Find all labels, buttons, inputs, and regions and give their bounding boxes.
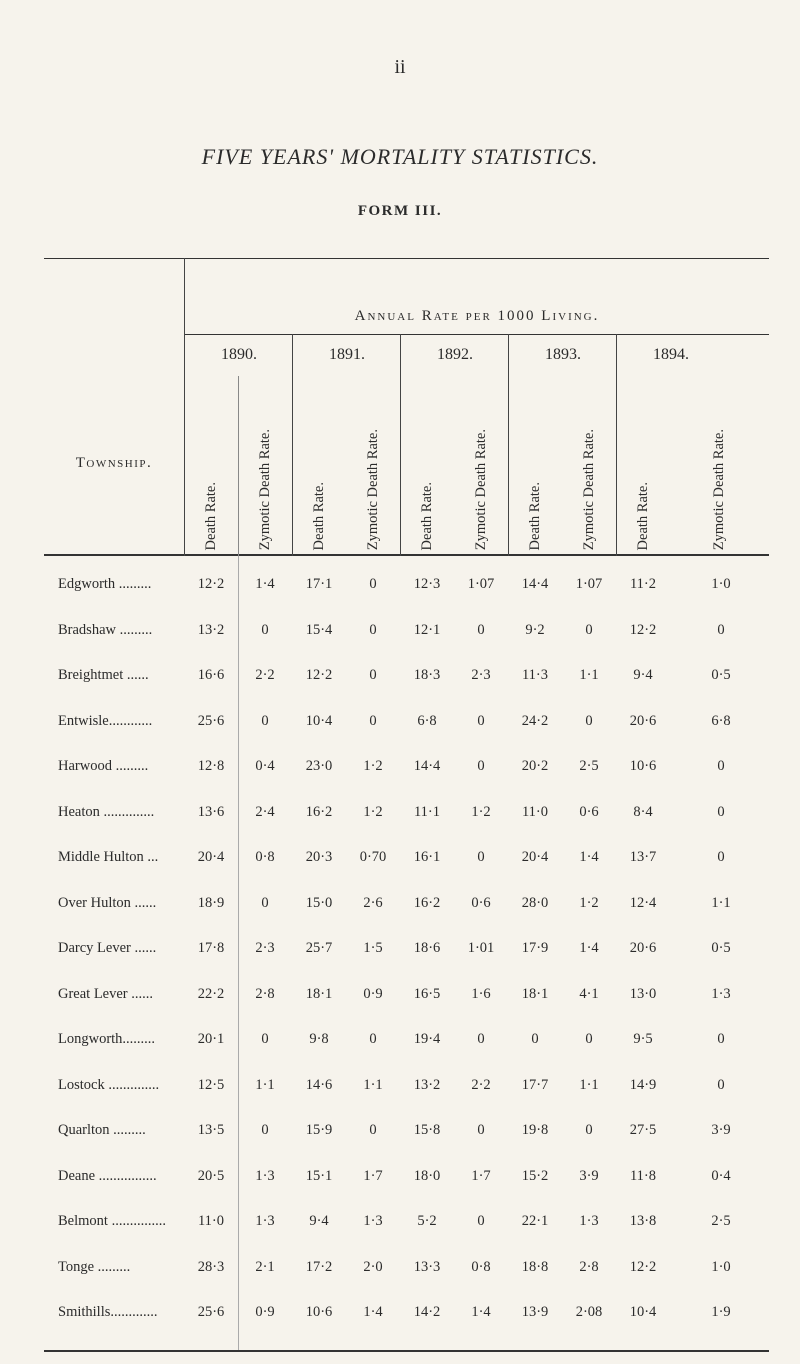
rule-bottom	[44, 1350, 769, 1352]
zymotic-rate-cell: 0	[369, 576, 377, 592]
zymotic-rate-cell: 0·9	[255, 1304, 275, 1320]
death-rate-cell: 12·3	[413, 576, 441, 592]
death-rate-cell: 20·4	[197, 849, 225, 865]
death-rate-cell: 16·1	[413, 849, 441, 865]
death-rate-cell: 9·2	[525, 621, 545, 638]
death-rate-cell: 12·1	[413, 621, 441, 638]
zymotic-rate-cell: 2·08	[575, 1304, 603, 1320]
death-rate-cell: 15·2	[521, 1167, 549, 1184]
death-rate-cell: 22·2	[197, 985, 225, 1002]
death-rate-cell: 24·2	[521, 712, 549, 729]
zymotic-rate-cell: 0	[261, 712, 269, 729]
township-name: Darcy Lever ......	[58, 940, 157, 956]
zymotic-rate-cell: 1·4	[579, 940, 599, 956]
zymotic-rate-cell: 0	[585, 712, 593, 729]
zymotic-rate-cell: 0	[261, 1122, 269, 1138]
zymotic-rate-cell: 3·9	[711, 1122, 731, 1138]
death-rate-cell: 25·6	[197, 1304, 225, 1320]
township-name: Bradshaw .........	[58, 621, 153, 638]
death-rate-cell: 20·6	[629, 712, 657, 729]
year-1890: 1890.	[221, 346, 257, 363]
death-rate-cell: 20·3	[305, 849, 333, 865]
death-rate-cell: 11·2	[629, 576, 657, 592]
header-zymotic-rate-1891: Zymotic Death Rate.	[364, 428, 381, 550]
zymotic-rate-cell: 2·4	[255, 803, 275, 820]
death-rate-cell: 17·7	[521, 1076, 549, 1093]
zymotic-rate-cell: 0	[369, 712, 377, 729]
death-rate-cell: 14·9	[629, 1076, 657, 1093]
death-rate-cell: 12·8	[197, 758, 225, 774]
death-rate-cell: 14·4	[521, 576, 549, 592]
zymotic-rate-cell: 0·4	[255, 758, 275, 774]
township-name: Heaton ..............	[58, 803, 155, 820]
zymotic-rate-cell: 2·8	[255, 985, 275, 1002]
death-rate-cell: 25·6	[197, 712, 225, 729]
death-rate-cell: 18·8	[521, 1258, 549, 1275]
death-rate-cell: 11·0	[521, 803, 549, 820]
township-name: Tonge .........	[58, 1258, 131, 1275]
zymotic-rate-cell: 1·0	[711, 576, 731, 592]
zymotic-rate-cell: 1·3	[255, 1167, 275, 1184]
zymotic-rate-cell: 2·8	[579, 1258, 599, 1275]
zymotic-rate-cell: 0·9	[363, 985, 383, 1002]
table-row	[44, 667, 769, 695]
death-rate-cell: 18·1	[305, 985, 333, 1002]
header-zymotic-rate-1892: Zymotic Death Rate.	[472, 428, 489, 550]
death-rate-cell: 17·1	[305, 576, 333, 592]
death-rate-cell: 15·0	[305, 894, 333, 911]
zymotic-rate-cell: 0	[369, 1031, 377, 1047]
rule-super	[184, 334, 769, 335]
zymotic-rate-cell: 1·3	[255, 1213, 275, 1229]
death-rate-cell: 16·6	[197, 667, 225, 683]
year-1893: 1893.	[545, 346, 581, 363]
death-rate-cell: 0	[531, 1031, 539, 1047]
death-rate-cell: 18·0	[413, 1167, 441, 1184]
death-rate-cell: 16·2	[305, 803, 333, 820]
zymotic-rate-cell: 1·4	[255, 576, 275, 592]
zymotic-rate-cell: 1·1	[363, 1076, 383, 1093]
header-death-rate-1893: Death Rate.	[526, 481, 543, 550]
table-row	[44, 622, 769, 650]
zymotic-rate-cell: 0	[717, 849, 725, 865]
death-rate-cell: 9·5	[633, 1031, 653, 1047]
zymotic-rate-cell: 1·1	[579, 667, 599, 683]
header-death-rate-1894: Death Rate.	[634, 481, 651, 550]
table-row	[44, 895, 769, 923]
death-rate-cell: 20·4	[521, 849, 549, 865]
zymotic-rate-cell: 1·9	[711, 1304, 731, 1320]
zymotic-rate-cell: 0·4	[711, 1167, 731, 1184]
death-rate-cell: 13·2	[197, 621, 225, 638]
zymotic-rate-cell: 0	[717, 1076, 725, 1093]
zymotic-rate-cell: 0·8	[471, 1258, 491, 1275]
zymotic-rate-cell: 2·5	[579, 758, 599, 774]
death-rate-cell: 13·5	[197, 1122, 225, 1138]
rule-top	[44, 258, 769, 259]
zymotic-rate-cell: 0·6	[579, 803, 599, 820]
township-name: Over Hulton ......	[58, 894, 157, 911]
death-rate-cell: 11·0	[197, 1213, 225, 1229]
death-rate-cell: 28·3	[197, 1258, 225, 1275]
zymotic-rate-cell: 1·3	[579, 1213, 599, 1229]
death-rate-cell: 18·9	[197, 894, 225, 911]
page-title: FIVE YEARS' MORTALITY STATISTICS.	[201, 144, 599, 169]
table-row	[44, 1077, 769, 1105]
death-rate-cell: 12·2	[197, 576, 225, 592]
zymotic-rate-cell: 0	[477, 712, 485, 729]
death-rate-cell: 15·8	[413, 1122, 441, 1138]
death-rate-cell: 13·3	[413, 1258, 441, 1275]
death-rate-cell: 20·2	[521, 758, 549, 774]
township-name: Longworth.........	[58, 1031, 156, 1047]
zymotic-rate-cell: 6·8	[711, 712, 731, 729]
rule-header-bottom	[44, 554, 769, 556]
zymotic-rate-cell: 1·1	[711, 894, 731, 911]
death-rate-cell: 11·3	[521, 667, 549, 683]
zymotic-rate-cell: 4·1	[579, 985, 599, 1002]
zymotic-rate-cell: 0	[717, 803, 725, 820]
zymotic-rate-cell: 0	[261, 1031, 269, 1047]
death-rate-cell: 19·4	[413, 1031, 441, 1047]
death-rate-cell: 10·6	[629, 758, 657, 774]
zymotic-rate-cell: 1·2	[471, 803, 491, 820]
death-rate-cell: 14·4	[413, 758, 441, 774]
death-rate-cell: 17·8	[197, 940, 225, 956]
year-1891: 1891.	[329, 346, 365, 363]
zymotic-rate-cell: 1·2	[363, 803, 383, 820]
form-label: FORM III.	[357, 203, 443, 219]
death-rate-cell: 12·5	[197, 1076, 225, 1093]
death-rate-cell: 25·7	[305, 940, 333, 956]
death-rate-cell: 18·1	[521, 985, 549, 1002]
zymotic-rate-cell: 1·01	[467, 940, 495, 956]
zymotic-rate-cell: 1·1	[579, 1076, 599, 1093]
zymotic-rate-cell: 0	[477, 1213, 485, 1229]
zymotic-rate-cell: 1·1	[255, 1076, 275, 1093]
zymotic-rate-cell: 2·6	[363, 894, 383, 911]
zymotic-rate-cell: 0	[261, 621, 269, 638]
table-row	[44, 849, 769, 877]
township-name: Entwisle............	[58, 712, 153, 729]
zymotic-rate-cell: 1·4	[363, 1304, 383, 1320]
zymotic-rate-cell: 0	[717, 1031, 725, 1047]
header-death-rate-1892: Death Rate.	[418, 481, 435, 550]
zymotic-rate-cell: 0·70	[359, 849, 387, 865]
zymotic-rate-cell: 0	[369, 621, 377, 638]
year-1894: 1894.	[653, 346, 689, 363]
zymotic-rate-cell: 1·2	[579, 894, 599, 911]
death-rate-cell: 20·1	[197, 1031, 225, 1047]
death-rate-cell: 9·4	[633, 667, 653, 683]
zymotic-rate-cell: 1·07	[575, 576, 603, 592]
death-rate-cell: 9·8	[309, 1031, 329, 1047]
zymotic-rate-cell: 1·0	[711, 1258, 731, 1275]
header-zymotic-rate-1890: Zymotic Death Rate.	[256, 428, 273, 550]
death-rate-cell: 5·2	[417, 1213, 437, 1229]
zymotic-rate-cell: 0	[261, 894, 269, 911]
death-rate-cell: 6·8	[417, 712, 437, 729]
table-row	[44, 1031, 769, 1059]
zymotic-rate-cell: 0	[477, 758, 485, 774]
death-rate-cell: 27·5	[629, 1122, 657, 1138]
header-death-rate-1890: Death Rate.	[202, 481, 219, 550]
death-rate-cell: 13·7	[629, 849, 657, 865]
death-rate-cell: 15·1	[305, 1167, 333, 1184]
death-rate-cell: 13·2	[413, 1076, 441, 1093]
death-rate-cell: 10·4	[629, 1304, 657, 1320]
zymotic-rate-cell: 1·3	[711, 985, 731, 1002]
township-name: Edgworth .........	[58, 576, 152, 592]
zymotic-rate-cell: 0·5	[711, 940, 731, 956]
township-name: Lostock ..............	[58, 1076, 160, 1093]
header-death-rate-1891: Death Rate.	[310, 481, 327, 550]
table-row	[44, 576, 769, 604]
zymotic-rate-cell: 2·2	[471, 1076, 491, 1093]
table-row	[44, 1213, 769, 1241]
death-rate-cell: 20·5	[197, 1167, 225, 1184]
death-rate-cell: 11·8	[629, 1167, 657, 1184]
township-name: Belmont ...............	[58, 1213, 166, 1229]
zymotic-rate-cell: 2·1	[255, 1258, 275, 1275]
death-rate-cell: 12·4	[629, 894, 657, 911]
zymotic-rate-cell: 2·3	[471, 667, 491, 683]
zymotic-rate-cell: 2·0	[363, 1258, 383, 1275]
table-row	[44, 758, 769, 786]
death-rate-cell: 19·8	[521, 1122, 549, 1138]
township-name: Quarlton .........	[58, 1122, 146, 1138]
table-row	[44, 1259, 769, 1287]
zymotic-rate-cell: 0	[585, 621, 593, 638]
death-rate-cell: 15·4	[305, 621, 333, 638]
township-name: Middle Hulton ...	[58, 849, 159, 865]
death-rate-cell: 13·0	[629, 985, 657, 1002]
year-1892: 1892.	[437, 346, 473, 363]
township-name: Deane ................	[58, 1167, 157, 1184]
death-rate-cell: 14·6	[305, 1076, 333, 1093]
zymotic-rate-cell: 2·3	[255, 940, 275, 956]
zymotic-rate-cell: 0	[717, 758, 725, 774]
zymotic-rate-cell: 0	[477, 1122, 485, 1138]
zymotic-rate-cell: 0	[369, 1122, 377, 1138]
death-rate-cell: 20·6	[629, 940, 657, 956]
death-rate-cell: 12·2	[305, 667, 333, 683]
zymotic-rate-cell: 0	[585, 1031, 593, 1047]
zymotic-rate-cell: 0	[585, 1122, 593, 1138]
table-row	[44, 1304, 769, 1332]
death-rate-cell: 8·4	[633, 803, 653, 820]
death-rate-cell: 11·1	[413, 803, 441, 820]
zymotic-rate-cell: 1·6	[471, 985, 491, 1002]
township-name: Smithills.............	[58, 1304, 158, 1320]
death-rate-cell: 14·2	[413, 1304, 441, 1320]
zymotic-rate-cell: 1·4	[579, 849, 599, 865]
death-rate-cell: 13·9	[521, 1304, 549, 1320]
zymotic-rate-cell: 1·3	[363, 1213, 383, 1229]
zymotic-rate-cell: 1·2	[363, 758, 383, 774]
township-name: Harwood .........	[58, 758, 149, 774]
death-rate-cell: 17·2	[305, 1258, 333, 1275]
annual-rate-header: Annual Rate per 1000 Living.	[354, 308, 600, 324]
death-rate-cell: 22·1	[521, 1213, 549, 1229]
zymotic-rate-cell: 0·6	[471, 894, 491, 911]
header-zymotic-rate-1893: Zymotic Death Rate.	[580, 428, 597, 550]
zymotic-rate-cell: 3·9	[579, 1167, 599, 1184]
death-rate-cell: 23·0	[305, 758, 333, 774]
death-rate-cell: 28·0	[521, 894, 549, 911]
zymotic-rate-cell: 0	[477, 621, 485, 638]
death-rate-cell: 18·3	[413, 667, 441, 683]
death-rate-cell: 9·4	[309, 1213, 329, 1229]
table-row	[44, 986, 769, 1014]
zymotic-rate-cell: 1·5	[363, 940, 383, 956]
death-rate-cell: 16·2	[413, 894, 441, 911]
zymotic-rate-cell: 2·5	[711, 1213, 731, 1229]
death-rate-cell: 13·8	[629, 1213, 657, 1229]
death-rate-cell: 12·2	[629, 621, 657, 638]
zymotic-rate-cell: 2·2	[255, 667, 275, 683]
table-row	[44, 804, 769, 832]
table-row	[44, 1122, 769, 1150]
zymotic-rate-cell: 0·8	[255, 849, 275, 865]
header-zymotic-rate-1894: Zymotic Death Rate.	[711, 428, 728, 550]
zymotic-rate-cell: 1·7	[363, 1167, 383, 1184]
page-number: ii	[394, 56, 406, 78]
table-row	[44, 940, 769, 968]
zymotic-rate-cell: 0	[477, 1031, 485, 1047]
zymotic-rate-cell: 1·7	[471, 1167, 491, 1184]
death-rate-cell: 16·5	[413, 985, 441, 1002]
death-rate-cell: 10·6	[305, 1304, 333, 1320]
township-header: Township.	[75, 455, 153, 471]
zymotic-rate-cell: 0	[477, 849, 485, 865]
zymotic-rate-cell: 0	[717, 621, 725, 638]
death-rate-cell: 13·6	[197, 803, 225, 820]
table-row	[44, 1168, 769, 1196]
death-rate-cell: 18·6	[413, 940, 441, 956]
zymotic-rate-cell: 1·4	[471, 1304, 491, 1320]
death-rate-cell: 12·2	[629, 1258, 657, 1275]
table-row	[44, 713, 769, 741]
death-rate-cell: 17·9	[521, 940, 549, 956]
zymotic-rate-cell: 0·5	[711, 667, 731, 683]
zymotic-rate-cell: 1·07	[467, 576, 495, 592]
township-name: Great Lever ......	[58, 985, 154, 1002]
death-rate-cell: 10·4	[305, 712, 333, 729]
township-name: Breightmet ......	[58, 667, 149, 683]
zymotic-rate-cell: 0	[369, 667, 377, 683]
death-rate-cell: 15·9	[305, 1122, 333, 1138]
